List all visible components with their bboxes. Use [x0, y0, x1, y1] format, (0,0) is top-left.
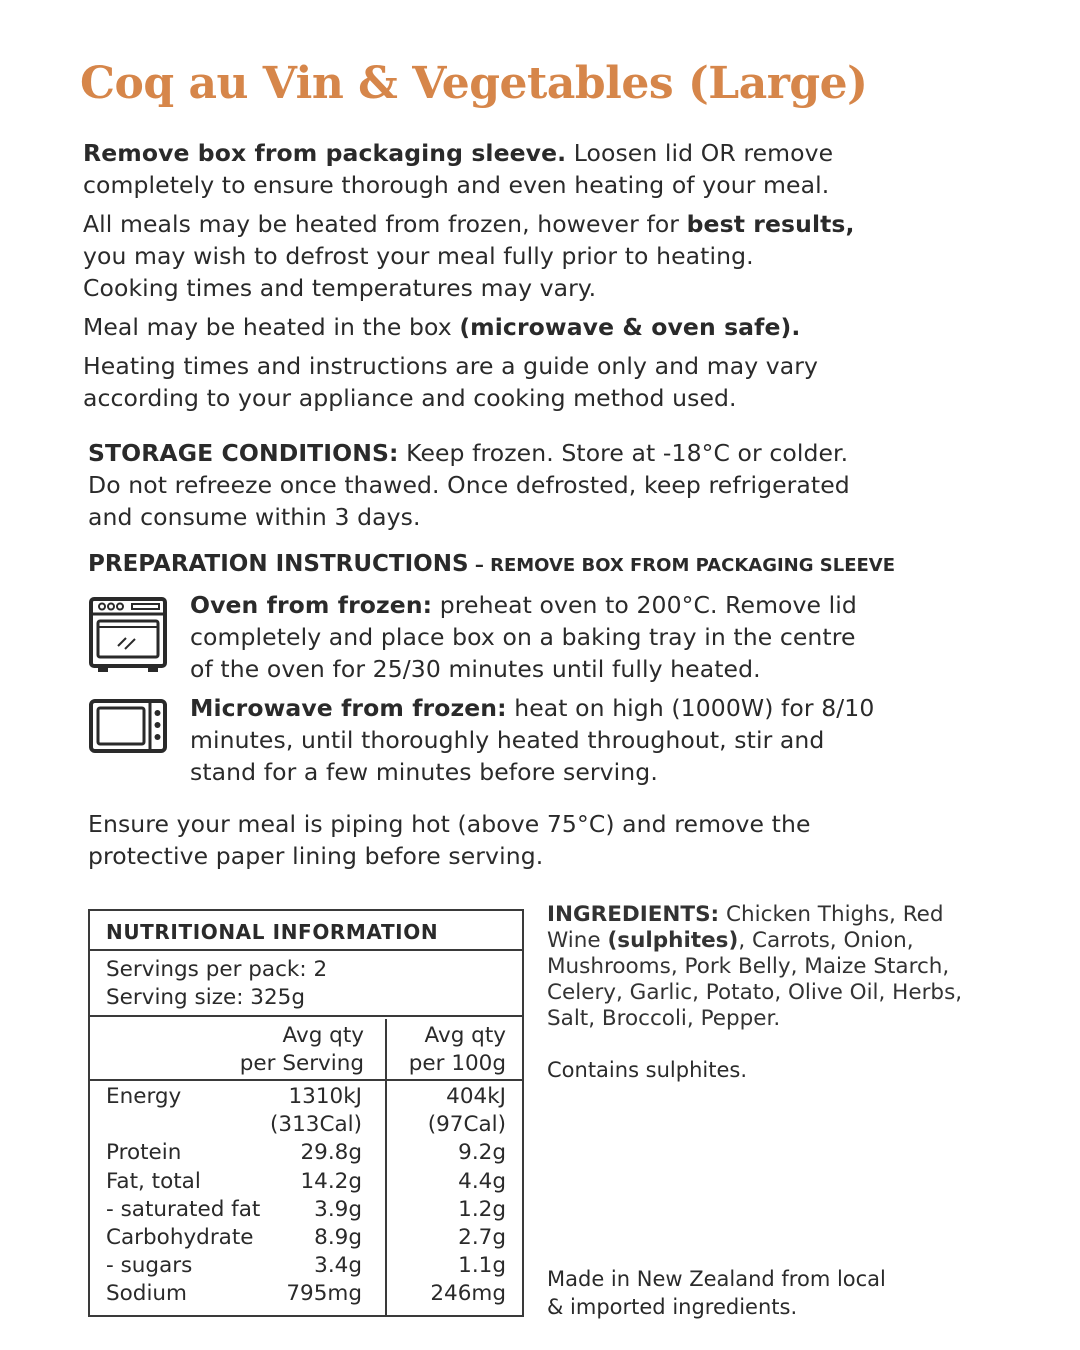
ingredients-label: INGREDIENTS: [547, 902, 720, 927]
intro-paragraph-4: Heating times and instructions are a guide only and may vary according to your appliance and cooking method used. [83, 352, 819, 412]
column-header-per-100g: Avg qty per 100g [408, 1023, 506, 1076]
header-divider [90, 1079, 522, 1081]
table-row: Energy 1310kJ 404kJ [106, 1084, 506, 1109]
table-row: (313Cal) (97Cal) [270, 1112, 506, 1138]
table-row: Carbohydrate 8.9g 2.7g [106, 1224, 506, 1250]
table-row: Sodium 795mg 246mg [106, 1281, 506, 1307]
storage-conditions: STORAGE CONDITIONS: Keep frozen. Store at -18°C or colder. Do not refreeze once thawed. Once defrosted, keep refrigerated and consume within 3 days. [88, 439, 850, 531]
microwave-instructions: Microwave from frozen: heat on high (1000W) for 8/10 minutes, until thoroughly heated throughout, stir and stand for a few minutes before serving. [190, 694, 875, 786]
table-row: Fat, total 14.2g 4.4g [106, 1168, 506, 1194]
intro-paragraph-3: Meal may be heated in the box (microwave & oven safe). [83, 313, 801, 341]
table-row: - saturated fat 3.9g 1.2g [106, 1196, 506, 1222]
nutrition-rows [90, 1083, 522, 1309]
allergen-note: Contains sulphites. [547, 1058, 748, 1082]
intro-paragraph-2: All meals may be heated from frozen, however for best results, you may wish to defrost your meal fully prior to heating. Cooking times and temperatures may vary. [83, 210, 855, 302]
table-row: Protein 29.8g 9.2g [106, 1140, 506, 1166]
microwave-icon [88, 698, 168, 754]
intro-bold: Remove box from packaging sleeve. [83, 139, 567, 167]
ingredients-list: INGREDIENTS: Chicken Thighs, Red Wine (sulphites), Carrots, Onion, Mushrooms, Pork Belly, Maize Starch, Celery, Garlic, Potato, Olive Oil, Herbs, Salt, Broccoli, Pepper. [547, 902, 963, 1031]
table-row: - sugars 3.4g 1.1g [106, 1253, 506, 1279]
serving-size: Serving size: 325g [106, 985, 305, 1010]
oven-icon [88, 596, 168, 674]
servings-per-pack: Servings per pack: 2 [106, 957, 328, 982]
intro-paragraph-1: Remove box from packaging sleeve. Loosen lid OR remove completely to ensure thorough and even heating of your meal. [83, 139, 834, 199]
safety-note: Ensure your meal is piping hot (above 75°C) and remove the protective paper lining before serving. [88, 810, 811, 870]
oven-instructions: Oven from frozen: preheat oven to 200°C. Remove lid completely and place box on a baking tray in the centre of the oven for 25/30 minutes until fully heated. [190, 591, 857, 683]
origin-note: Made in New Zealand from local & imported ingredients. [547, 1267, 886, 1319]
serving-info [90, 951, 522, 1017]
storage-label: STORAGE CONDITIONS: [88, 439, 399, 467]
preparation-heading: PREPARATION INSTRUCTIONS – REMOVE BOX FROM PACKAGING SLEEVE [88, 551, 896, 577]
nutrition-table [88, 909, 524, 1317]
page-title: Coq au Vin & Vegetables (Large) [80, 58, 868, 109]
nutrition-header: NUTRITIONAL INFORMATION [90, 911, 522, 951]
column-header-per-serving: Avg qty per Serving [239, 1023, 364, 1076]
